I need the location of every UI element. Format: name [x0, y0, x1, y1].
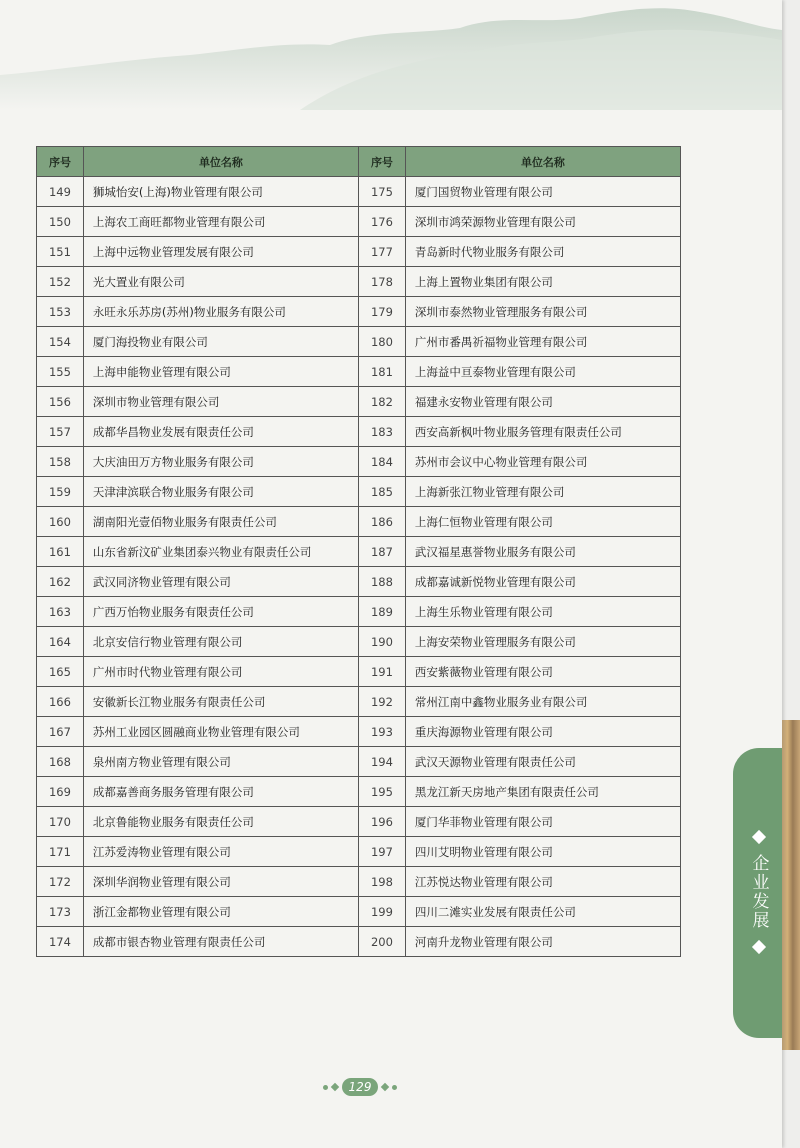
row-number: 167 — [37, 717, 84, 747]
header-num-right: 序号 — [358, 147, 405, 177]
company-name: 光大置业有限公司 — [83, 267, 358, 297]
row-number: 152 — [37, 267, 84, 297]
row-number: 172 — [37, 867, 84, 897]
company-name: 厦门国贸物业管理有限公司 — [405, 177, 680, 207]
company-name: 上海中远物业管理发展有限公司 — [83, 237, 358, 267]
table-row — [37, 387, 681, 417]
page-number-label: 129 — [342, 1078, 378, 1096]
row-number: 175 — [358, 177, 405, 207]
row-number: 169 — [37, 777, 84, 807]
table-row — [37, 897, 681, 927]
row-number: 155 — [37, 357, 84, 387]
diamond-icon — [752, 940, 766, 954]
company-name: 上海申能物业管理有限公司 — [83, 357, 358, 387]
company-name: 成都华昌物业发展有限责任公司 — [83, 417, 358, 447]
company-name: 西安高新枫叶物业服务管理有限责任公司 — [405, 417, 680, 447]
company-name: 武汉福星惠誉物业服务有限公司 — [405, 537, 680, 567]
row-number: 196 — [358, 807, 405, 837]
row-number: 198 — [358, 867, 405, 897]
table-row — [37, 837, 681, 867]
table-row — [37, 747, 681, 777]
company-name: 江苏爱涛物业管理有限公司 — [83, 837, 358, 867]
row-number: 184 — [358, 447, 405, 477]
company-list-table — [36, 146, 681, 957]
row-number: 165 — [37, 657, 84, 687]
table-row — [37, 237, 681, 267]
row-number: 168 — [37, 747, 84, 777]
table-row — [37, 447, 681, 477]
row-number: 200 — [358, 927, 405, 957]
company-name: 西安紫薇物业管理有限公司 — [405, 657, 680, 687]
row-number: 153 — [37, 297, 84, 327]
row-number: 192 — [358, 687, 405, 717]
row-number: 199 — [358, 897, 405, 927]
table-row — [37, 507, 681, 537]
company-name: 厦门海投物业有限公司 — [83, 327, 358, 357]
company-name: 武汉天源物业管理有限责任公司 — [405, 747, 680, 777]
row-number: 158 — [37, 447, 84, 477]
header-name-left: 单位名称 — [83, 147, 358, 177]
table-row — [37, 777, 681, 807]
mountain-header-decoration — [0, 0, 782, 110]
table-row — [37, 807, 681, 837]
table-row — [37, 567, 681, 597]
company-name: 武汉同济物业管理有限公司 — [83, 567, 358, 597]
table-row — [37, 627, 681, 657]
table-header-row — [37, 147, 681, 177]
company-name: 浙江金都物业管理有限公司 — [83, 897, 358, 927]
company-name: 广州市时代物业管理有限公司 — [83, 657, 358, 687]
row-number: 180 — [358, 327, 405, 357]
section-label: 企业发展 — [748, 854, 769, 930]
table-row — [37, 867, 681, 897]
row-number: 194 — [358, 747, 405, 777]
row-number: 189 — [358, 597, 405, 627]
row-number: 187 — [358, 537, 405, 567]
row-number: 183 — [358, 417, 405, 447]
table-row — [37, 267, 681, 297]
company-name: 江苏悦达物业管理有限公司 — [405, 867, 680, 897]
row-number: 166 — [37, 687, 84, 717]
table-row — [37, 687, 681, 717]
row-number: 162 — [37, 567, 84, 597]
table-row — [37, 357, 681, 387]
row-number: 176 — [358, 207, 405, 237]
company-name: 北京安信行物业管理有限公司 — [83, 627, 358, 657]
company-name: 福建永安物业管理有限公司 — [405, 387, 680, 417]
row-number: 149 — [37, 177, 84, 207]
dot-icon — [392, 1085, 397, 1090]
company-name: 河南升龙物业管理有限公司 — [405, 927, 680, 957]
row-number: 188 — [358, 567, 405, 597]
row-number: 163 — [37, 597, 84, 627]
company-name: 成都嘉诚新悦物业管理有限公司 — [405, 567, 680, 597]
company-name: 重庆海源物业管理有限公司 — [405, 717, 680, 747]
page-number — [318, 1076, 402, 1098]
row-number: 150 — [37, 207, 84, 237]
company-name: 山东省新汶矿业集团泰兴物业有限责任公司 — [83, 537, 358, 567]
company-name: 苏州市会议中心物业管理有限公司 — [405, 447, 680, 477]
row-number: 195 — [358, 777, 405, 807]
company-name: 上海安荣物业管理服务有限公司 — [405, 627, 680, 657]
table-row — [37, 207, 681, 237]
table-row — [37, 537, 681, 567]
row-number: 179 — [358, 297, 405, 327]
diamond-icon — [752, 830, 766, 844]
company-name: 四川二滩实业发展有限责任公司 — [405, 897, 680, 927]
row-number: 171 — [37, 837, 84, 867]
company-name: 狮城怡安(上海)物业管理有限公司 — [83, 177, 358, 207]
company-name: 大庆油田万方物业服务有限公司 — [83, 447, 358, 477]
company-name: 青岛新时代物业服务有限公司 — [405, 237, 680, 267]
table-row — [37, 657, 681, 687]
company-name: 上海农工商旺都物业管理有限公司 — [83, 207, 358, 237]
row-number: 151 — [37, 237, 84, 267]
row-number: 178 — [358, 267, 405, 297]
row-number: 159 — [37, 477, 84, 507]
row-number: 191 — [358, 657, 405, 687]
company-name: 上海新张江物业管理有限公司 — [405, 477, 680, 507]
row-number: 164 — [37, 627, 84, 657]
company-name: 深圳市泰然物业管理服务有限公司 — [405, 297, 680, 327]
company-name: 深圳华润物业管理有限公司 — [83, 867, 358, 897]
table-row — [37, 717, 681, 747]
table-row — [37, 477, 681, 507]
company-name: 上海上置物业集团有限公司 — [405, 267, 680, 297]
company-name: 广西万怡物业服务有限责任公司 — [83, 597, 358, 627]
diamond-icon — [381, 1083, 389, 1091]
header-name-right: 单位名称 — [405, 147, 680, 177]
row-number: 174 — [37, 927, 84, 957]
company-name: 上海益中亘泰物业管理有限公司 — [405, 357, 680, 387]
row-number: 170 — [37, 807, 84, 837]
company-name: 成都嘉善商务服务管理有限公司 — [83, 777, 358, 807]
company-name: 常州江南中鑫物业服务业有限公司 — [405, 687, 680, 717]
company-name: 湖南阳光壹佰物业服务有限责任公司 — [83, 507, 358, 537]
company-name: 泉州南方物业管理有限公司 — [83, 747, 358, 777]
company-name: 深圳市物业管理有限公司 — [83, 387, 358, 417]
row-number: 186 — [358, 507, 405, 537]
row-number: 193 — [358, 717, 405, 747]
company-name: 永旺永乐苏房(苏州)物业服务有限公司 — [83, 297, 358, 327]
row-number: 156 — [37, 387, 84, 417]
row-number: 154 — [37, 327, 84, 357]
row-number: 190 — [358, 627, 405, 657]
row-number: 160 — [37, 507, 84, 537]
company-name: 四川艾明物业管理有限公司 — [405, 837, 680, 867]
company-name: 黑龙江新天房地产集团有限责任公司 — [405, 777, 680, 807]
dot-icon — [323, 1085, 328, 1090]
row-number: 173 — [37, 897, 84, 927]
company-name: 安徽新长江物业服务有限责任公司 — [83, 687, 358, 717]
table-row — [37, 927, 681, 957]
row-number: 182 — [358, 387, 405, 417]
company-name: 深圳市鸿荣源物业管理有限公司 — [405, 207, 680, 237]
page-edge-decoration — [782, 720, 800, 1050]
table-row — [37, 297, 681, 327]
company-name: 天津津滨联合物业服务有限公司 — [83, 477, 358, 507]
table-row — [37, 597, 681, 627]
row-number: 161 — [37, 537, 84, 567]
company-name: 厦门华菲物业管理有限公司 — [405, 807, 680, 837]
row-number: 181 — [358, 357, 405, 387]
row-number: 177 — [358, 237, 405, 267]
company-name: 上海生乐物业管理有限公司 — [405, 597, 680, 627]
company-name: 成都市银杏物业管理有限责任公司 — [83, 927, 358, 957]
company-name: 北京鲁能物业服务有限责任公司 — [83, 807, 358, 837]
row-number: 157 — [37, 417, 84, 447]
company-name: 苏州工业园区圆融商业物业管理有限公司 — [83, 717, 358, 747]
header-num-left: 序号 — [37, 147, 84, 177]
diamond-icon — [331, 1083, 339, 1091]
table-row — [37, 177, 681, 207]
row-number: 197 — [358, 837, 405, 867]
table-row — [37, 417, 681, 447]
table-row — [37, 327, 681, 357]
company-name: 广州市番禺祈福物业管理有限公司 — [405, 327, 680, 357]
row-number: 185 — [358, 477, 405, 507]
company-name: 上海仁恒物业管理有限公司 — [405, 507, 680, 537]
section-side-tab — [733, 748, 785, 1038]
